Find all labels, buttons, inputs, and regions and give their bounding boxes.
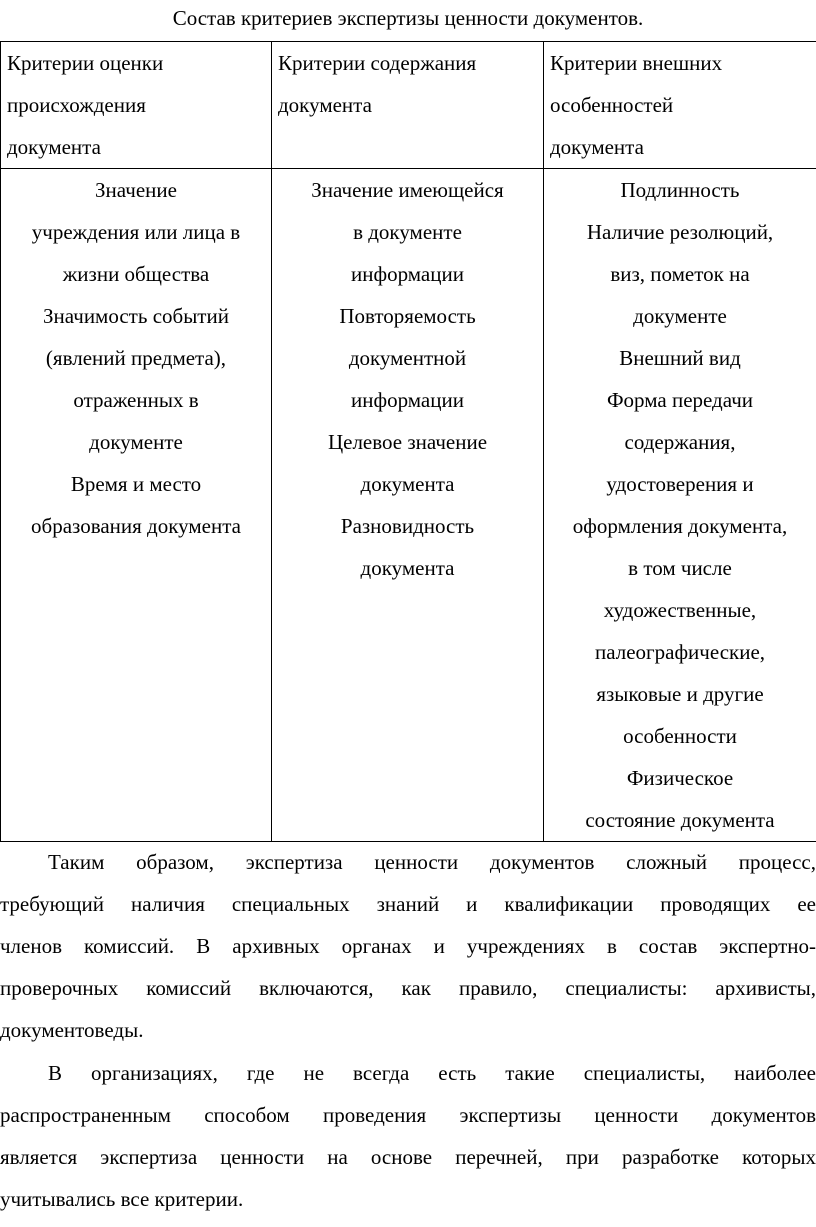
cell-line: Наличие резолюций,: [586, 220, 774, 244]
header-external-criteria: [544, 42, 816, 169]
cell-line: отраженных в: [73, 388, 199, 412]
paragraph-line: является экспертиза ценности на основе перечней, при разработке которых: [0, 1145, 816, 1169]
cell-line: Подлинность: [620, 178, 740, 202]
cell-line: в том числе: [628, 556, 732, 580]
cell-line: документа: [360, 556, 455, 580]
paragraph-line: Таким образом, экспертиза ценности документов сложный процесс,: [48, 850, 816, 874]
cell-line: в документе: [353, 220, 462, 244]
body-paragraph: [0, 1052, 816, 1220]
header-line: документа: [7, 135, 101, 159]
cell-line: особенности: [623, 724, 737, 748]
header-line: Критерии внешних: [550, 51, 723, 75]
cell-external-criteria: [544, 169, 816, 842]
cell-line: Значимость событий: [43, 304, 229, 328]
cell-content-criteria: [272, 169, 544, 842]
paragraph-line: распространенным способом проведения экспертизы ценности документов: [0, 1103, 816, 1127]
cell-line: жизни общества: [62, 262, 210, 286]
header-content-criteria: [272, 42, 544, 169]
header-origin-criteria: [1, 42, 272, 169]
cell-line: Значение имеющейся: [311, 178, 504, 202]
cell-line: содержания,: [624, 430, 736, 454]
paragraph-line: членов комиссий. В архивных органах и учреждениях в состав экспертно-: [0, 934, 816, 958]
cell-line: состояние документа: [585, 808, 775, 832]
cell-line: учреждения или лица в: [31, 220, 241, 244]
header-line: происхождения: [7, 93, 146, 117]
cell-line: оформления документа,: [572, 514, 788, 538]
table-caption: Состав критериев экспертизы ценности документов.: [172, 6, 644, 30]
paragraph-line: требующий наличия специальных знаний и квалификации проводящих ее: [0, 892, 816, 916]
cell-line: информации: [351, 388, 464, 412]
paragraph-line: учитывались все критерии.: [0, 1187, 244, 1211]
header-line: особенностей: [550, 93, 674, 117]
cell-line: документе: [89, 430, 183, 454]
cell-line: художественные,: [603, 598, 757, 622]
body-paragraph: [0, 841, 816, 1051]
cell-line: Внешний вид: [619, 346, 741, 370]
table-header-row: [1, 42, 816, 169]
cell-line: образования документа: [31, 514, 241, 538]
cell-origin-criteria: [1, 169, 272, 842]
cell-line: Повторяемость: [339, 304, 476, 328]
cell-line: языковые и другие: [596, 682, 764, 706]
cell-line: Целевое значение: [327, 430, 488, 454]
cell-line: (явлений предмета),: [45, 346, 227, 370]
table-row: [1, 169, 816, 842]
paragraph-line: документоведы.: [0, 1018, 144, 1042]
header-line: Критерии содержания: [278, 51, 477, 75]
header-line: Критерии оценки: [7, 51, 164, 75]
paragraph-line: проверочных комиссий включаются, как правило, специалисты: архивисты,: [0, 976, 816, 1000]
cell-line: документа: [360, 472, 455, 496]
cell-line: документной: [348, 346, 467, 370]
cell-line: информации: [351, 262, 464, 286]
cell-line: Время и место: [70, 472, 202, 496]
header-line: документа: [278, 93, 372, 117]
paragraph-line: В организациях, где не всегда есть такие специалисты, наиболее: [48, 1061, 816, 1085]
cell-line: Разновидность: [340, 514, 475, 538]
cell-line: палеографические,: [594, 640, 766, 664]
cell-line: Форма передачи: [606, 388, 754, 412]
criteria-table: [0, 41, 816, 842]
header-line: документа: [550, 135, 644, 159]
cell-line: удостоверения и: [606, 472, 754, 496]
cell-line: документе: [633, 304, 727, 328]
cell-line: виз, пометок на: [610, 262, 750, 286]
cell-line: Физическое: [626, 766, 734, 790]
cell-line: Значение: [95, 178, 177, 202]
